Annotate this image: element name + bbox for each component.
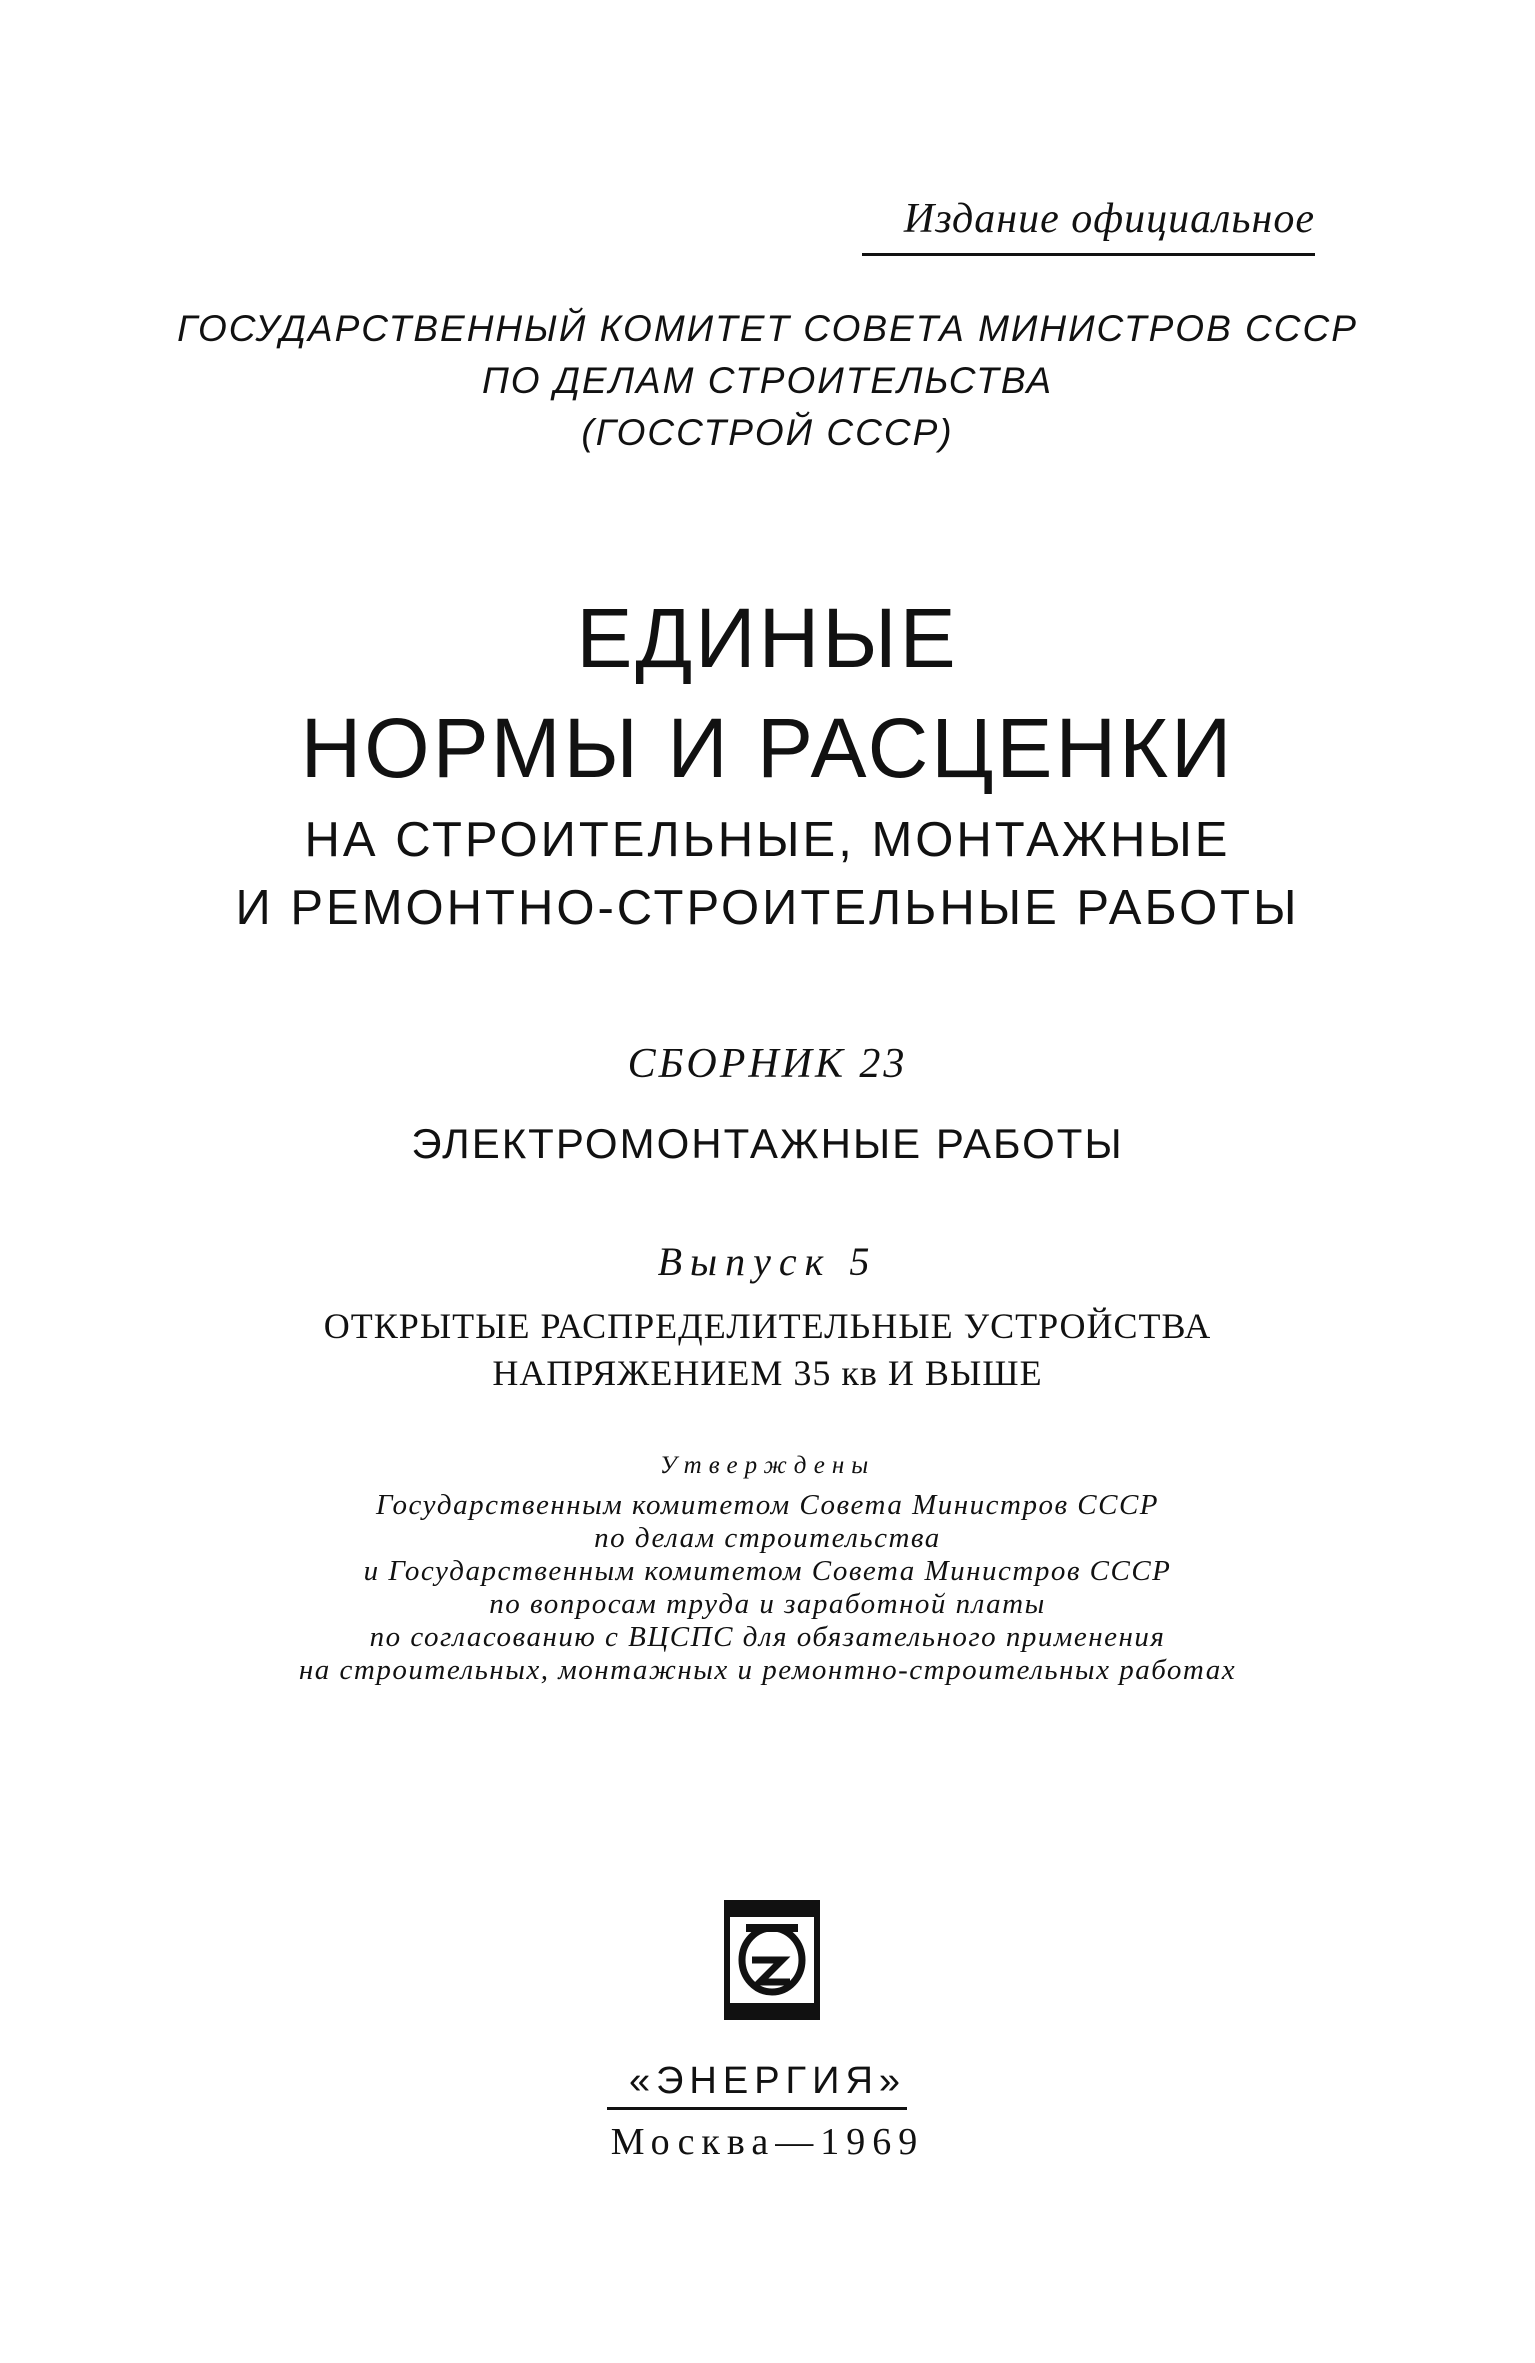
approval-line-5: по согласованию с ВЦСПС для обязательного применения — [369, 1621, 1166, 1653]
approval-heading: Утверждены — [659, 1452, 876, 1479]
subtitle-line-1: НА СТРОИТЕЛЬНЫЕ, МОНТАЖНЫЕ — [304, 813, 1231, 867]
collection-name: ЭЛЕКТРОМОНТАЖНЫЕ РАБОТЫ — [411, 1120, 1124, 1167]
edition-note: Издание официальное — [903, 196, 1315, 242]
collection-label: СБОРНИК 23 — [627, 1041, 908, 1087]
title-line-2: НОРМЫ И РАСЦЕНКИ — [300, 701, 1235, 795]
organization-line-2: ПО ДЕЛАМ СТРОИТЕЛЬСТВА — [481, 360, 1054, 401]
edition-underline — [862, 253, 1315, 256]
organization-line-3: (ГОССТРОЙ СССР) — [581, 412, 954, 453]
approval-line-3: и Государственным комитетом Совета Министров СССР — [363, 1555, 1172, 1587]
approval-line-2: по делам строительства — [594, 1522, 941, 1554]
issue-label: Выпуск 5 — [657, 1239, 878, 1284]
subtitle-line-2: И РЕМОНТНО-СТРОИТЕЛЬНЫЕ РАБОТЫ — [235, 881, 1300, 935]
issue-title-line-1: ОТКРЫТЫЕ РАСПРЕДЕЛИТЕЛЬНЫЕ УСТРОЙСТВА — [323, 1306, 1212, 1346]
organization-line-1: ГОСУДАРСТВЕННЫЙ КОМИТЕТ СОВЕТА МИНИСТРОВ СССР — [177, 308, 1358, 349]
publisher-name: «ЭНЕРГИЯ» — [628, 2060, 907, 2102]
approval-line-4: по вопросам труда и заработной платы — [489, 1588, 1046, 1620]
publisher-city-year: Москва—1969 — [610, 2121, 925, 2163]
approval-line-1: Государственным комитетом Совета Министров СССР — [375, 1489, 1160, 1521]
approval-line-6: на строительных, монтажных и ремонтно-строительных работах — [298, 1654, 1237, 1686]
publisher-underline — [607, 2107, 907, 2110]
energiya-publisher-logo-icon — [724, 1900, 820, 2020]
title-line-1: ЕДИНЫЕ — [576, 591, 959, 685]
issue-title-line-2: НАПРЯЖЕНИЕМ 35 кв И ВЫШЕ — [492, 1353, 1043, 1393]
